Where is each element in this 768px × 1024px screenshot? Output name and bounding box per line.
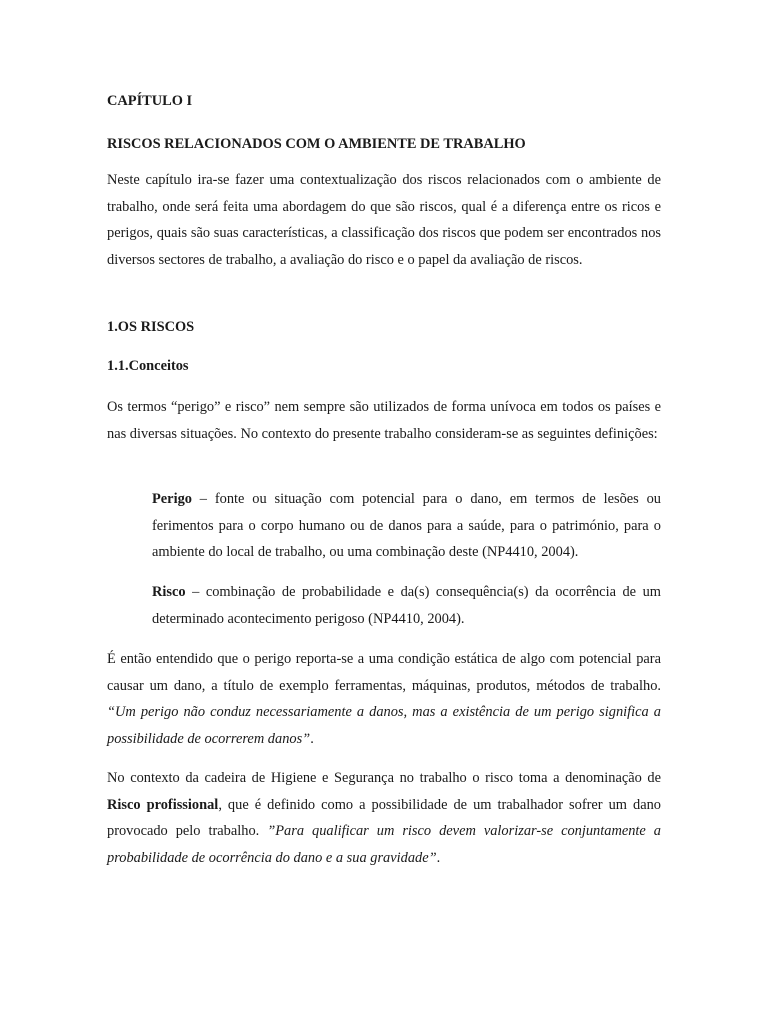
perigo-quote: “Um perigo não conduz necessariamente a danos, mas a existência de um perigo significa a possibilidade de ocorrerem danos” xyxy=(107,704,661,747)
risco-profissional-term: Risco profissional xyxy=(107,796,219,813)
intro-paragraph: Neste capítulo ira-se fazer uma contextualização dos riscos relacionados com o ambiente de trabalho, onde será feita uma abordagem do que são riscos, qual é a diferença entre os ricos e perigos, quais são suas características, a classificação dos riscos que podem ser encontrados nos diversos sectores de trabalho, a avaliação do risco e o papel da avaliação de riscos. xyxy=(107,172,661,268)
perigo-definition xyxy=(152,486,661,566)
subsection-heading: 1.1.Conceitos xyxy=(107,358,189,374)
perigo-explanation-paragraph: É então entendido que o perigo reporta-se a uma condição estática de algo com potencial para causar um dano, a título de exemplo ferramentas, máquinas, produtos, métodos de trabalho. “Um perigo não conduz necessariamente a danos, mas a existência de um perigo significa a possibilidade de ocorrerem danos”. xyxy=(107,651,661,747)
paragraph-text: No contexto da cadeira de Higiene e Segurança no trabalho o risco toma a denominação de xyxy=(107,770,661,786)
paragraph-text: , que é definido como a possibilidade de um trabalhador sofrer um dano provocado pelo trabalho. xyxy=(107,796,661,840)
risco-quote: ”Para qualificar um risco devem valorizar-se conjuntamente a probabilidade de ocorrência do dano e a sua gravidade” xyxy=(107,823,661,866)
risco-text: – combinação de probabilidade e da(s) consequência(s) da ocorrência de um determinado acontecimento perigoso (NP4410, 2004). xyxy=(152,584,661,627)
chapter-title: RISCOS RELACIONADOS COM O AMBIENTE DE TRABALHO xyxy=(107,136,526,152)
risco-term: Risco xyxy=(152,584,186,600)
section-heading: 1.OS RISCOS xyxy=(107,319,195,335)
definitions-intro-paragraph: Os termos “perigo” e risco” nem sempre são utilizados de forma unívoca em todos os países e nas diversas situações. No contexto do presente trabalho consideram-se as seguintes definições: xyxy=(107,399,661,442)
paragraph-text: É então entendido que o perigo reporta-se a uma condição estática de algo com potencial para causar um dano, a título de exemplo ferramentas, máquinas, produtos, métodos de trabalho. xyxy=(107,651,661,694)
risco-definition xyxy=(152,579,661,632)
risco-profissional-paragraph: No contexto da cadeira de Higiene e Segurança no trabalho o risco toma a denominação de Risco profissional, que é definido como a possibilidade de um trabalhador sofrer um dano provocado pelo trabalho. ”Para qualificar um risco devem valorizar-se conjuntamente a probabilidade de ocorrência do dano e a sua gravidade”. xyxy=(107,770,661,866)
chapter-number: CAPÍTULO I xyxy=(107,93,193,109)
perigo-term: Perigo xyxy=(152,491,192,507)
perigo-text: – fonte ou situação com potencial para o dano, em termos de lesões ou ferimentos para o corpo humano ou de danos para a saúde, para o património, para o ambiente do local de trabalho, ou uma combinação deste (NP4410, 2004). xyxy=(152,491,661,561)
